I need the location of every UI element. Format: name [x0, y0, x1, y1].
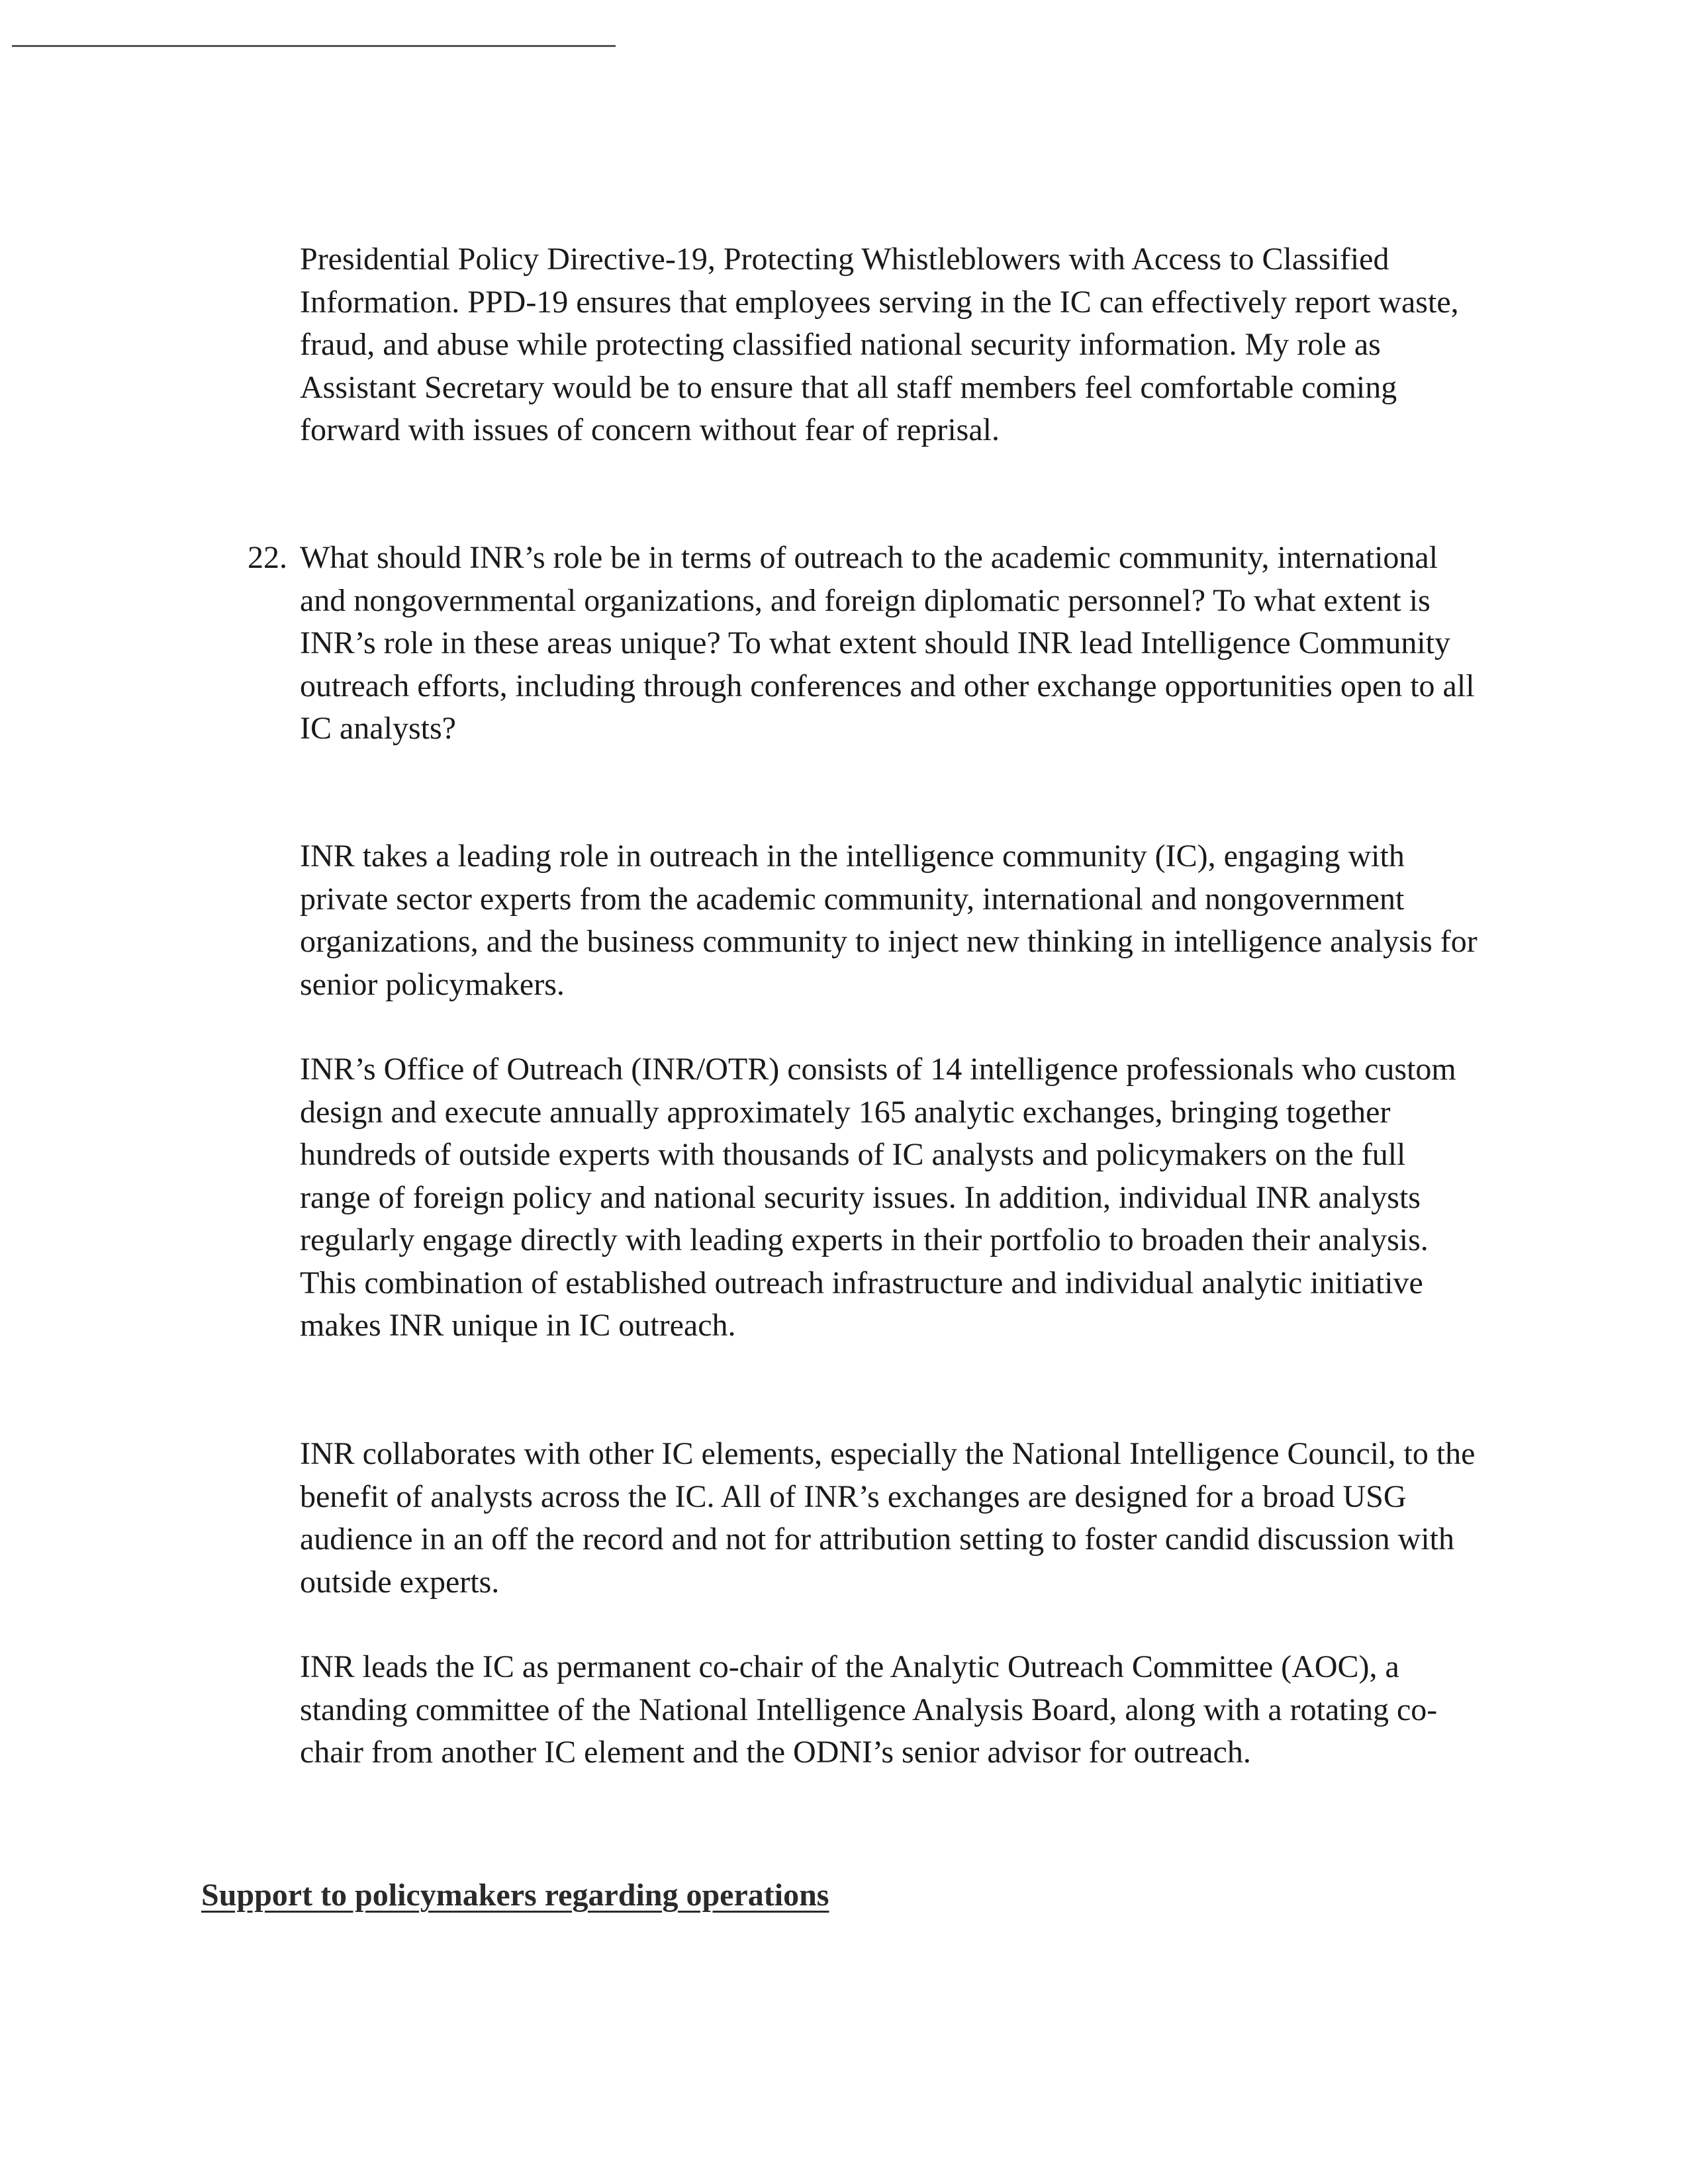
continued-answer-paragraph: Presidential Policy Directive-19, Protecting Whistleblowers with Access to Classified Information. PPD-19 ensures that employees serving in the IC can effectively report waste, fraud, and abuse while protecting classified national security information. My role as Assistant Secretary would be to ensure that all staff members feel comfortable coming forward with issues of concern without fear of reprisal.: [300, 242, 1459, 447]
top-rule: [12, 45, 616, 47]
answer-paragraph-collaboration: INR collaborates with other IC elements, especially the National Intelligence Council, to the benefit of analysts across the IC. All of INR’s exchanges are designed for a broad USG audience in an off the record and not for attribution setting to foster candid discussion with outside experts.: [300, 1436, 1476, 1600]
answer-paragraph-aoc: INR leads the IC as permanent co-chair of the Analytic Outreach Committee (AOC), a standing committee of the National Intelligence Analysis Board, along with a rotating co-chair from another IC element and the ODNI’s senior advisor for outreach.: [300, 1649, 1438, 1770]
answer-paragraph-office-of-outreach: INR’s Office of Outreach (INR/OTR) consists of 14 intelligence professionals who custom design and execute annually approximately 165 analytic exchanges, bringing together hundreds of outside experts with thousands of IC analysts and policymakers on the full range of foreign policy and national security issues. In addition, individual INR analysts regularly engage directly with leading experts in their portfolio to broaden their analysis. This combination of established outreach infrastructure and individual analytic initiative makes INR unique in IC outreach.: [300, 1052, 1456, 1343]
question-text: What should INR’s role be in terms of outreach to the academic community, international and nongovernmental organizations, and foreign diplomatic personnel? To what extent is INR’s role in these areas unique? To what extent should INR lead Intelligence Community outreach efforts, including through conferences and other exchange opportunities open to all IC analysts?: [300, 540, 1475, 746]
section-heading: Support to policymakers regarding operations: [201, 1878, 829, 1913]
answer-paragraph-outreach-role: INR takes a leading role in outreach in the intelligence community (IC), engaging with private sector experts from the academic community, international and nongovernment organizations, and the business community to inject new thinking in intelligence analysis for senior policymakers.: [300, 839, 1477, 1002]
question-number: 22.: [248, 540, 287, 575]
